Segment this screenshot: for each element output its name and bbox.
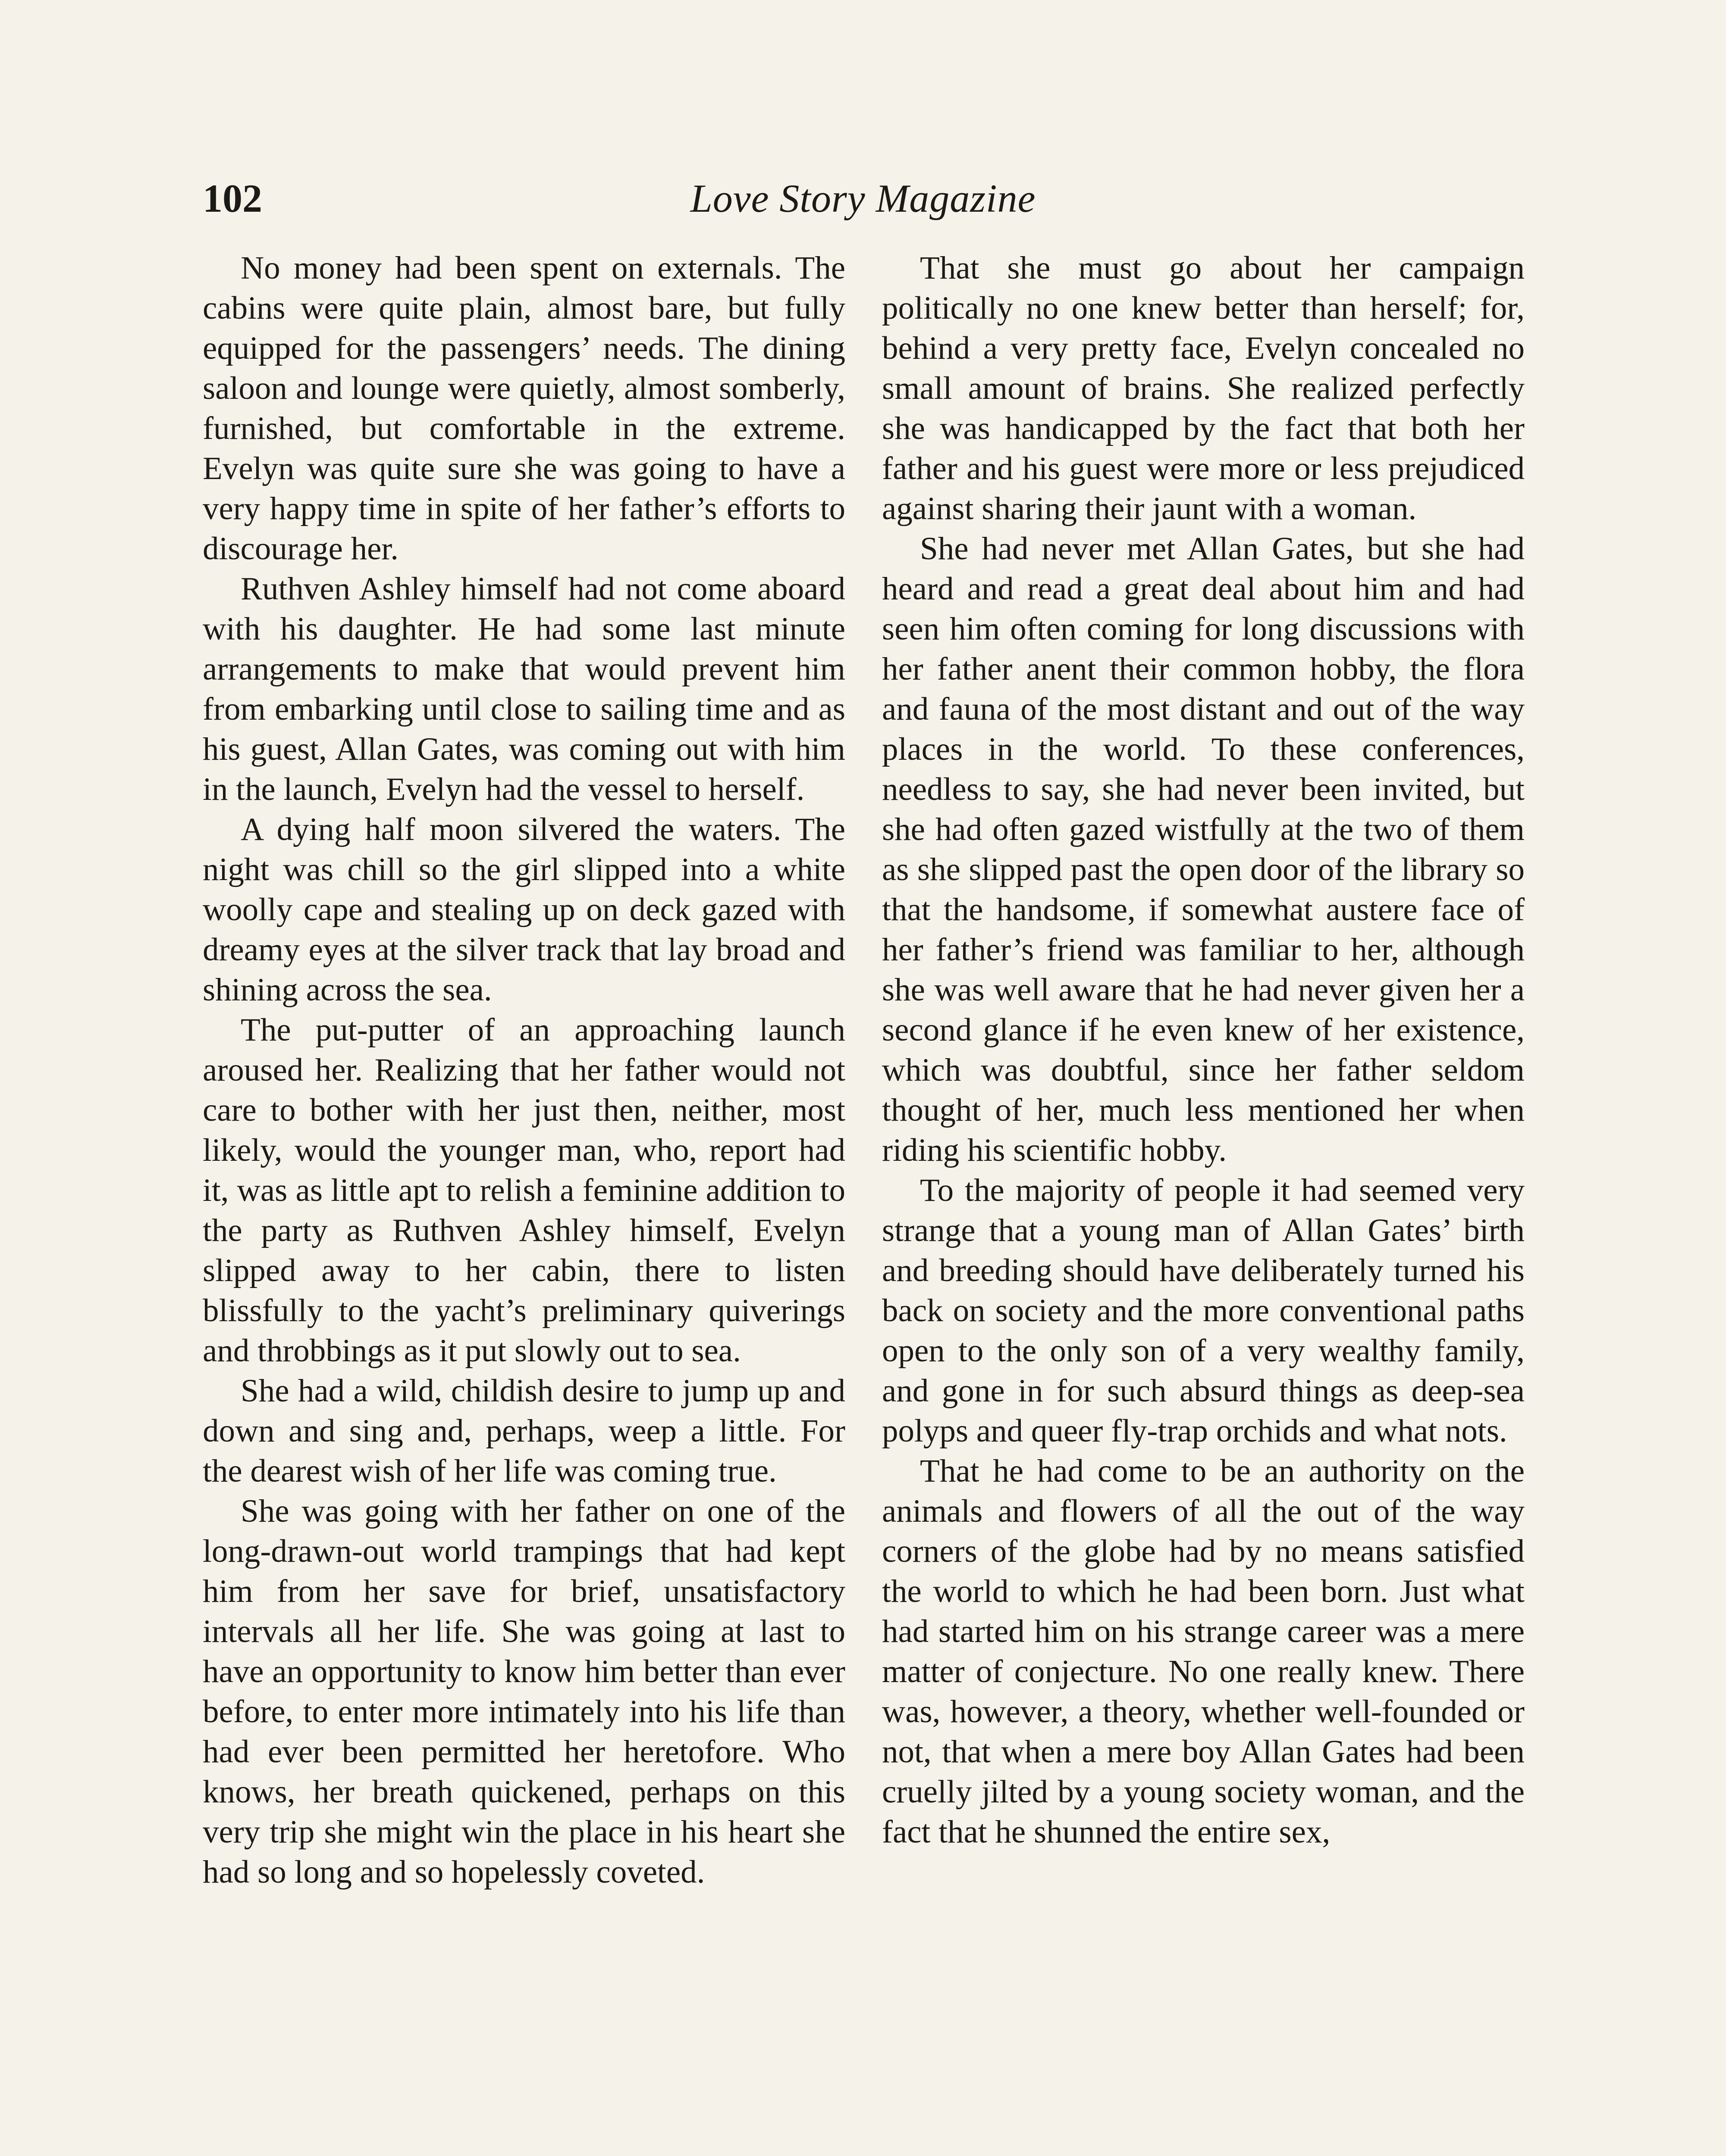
magazine-title: Love Story Magazine [690, 176, 1036, 220]
paragraph: She had a wild, childish desire to jump up and down and sing and, perhaps, weep a little. For the dearest wish of her life was coming true. [203, 1373, 845, 1489]
right-text-column [882, 248, 1525, 1852]
page-number: 102 [203, 176, 262, 220]
paragraph: A dying half moon silvered the waters. The night was chill so the girl slipped into a white woolly cape and stealing up on deck gazed with dreamy eyes at the silver track that lay broad and shining across the sea. [203, 812, 845, 1008]
page-header [0, 170, 1726, 226]
paragraph: That he had come to be an authority on the animals and flowers of all the out of the way corners of the globe had by no means satisfied the world to which he had been born. Just what had started him on his strange career was a mere matter of conjecture. No one really knew. There was, however, a theory, whether well-founded or not, that when a mere boy Allan Gates had been cruelly jilted by a young society woman, and the fact that he shunned the entire sex, [882, 1453, 1525, 1850]
paragraph: The put-putter of an approaching launch aroused her. Realizing that her father would not care to bother with her just then, neither, most likely, would the younger man, who, report had it, was as little apt to relish a feminine addition to the party as Ruthven Ashley himself, Evelyn slipped away to her cabin, there to listen blissfully to the yacht’s preliminary quiverings and throbbings as it put slowly out to sea. [203, 1012, 845, 1369]
paragraph: She had never met Allan Gates, but she had heard and read a great deal about him and had seen him often coming for long discussions with her father anent their common hobby, the flora and fauna of the most distant and out of the way places in the world. To these conferences, needless to say, she had never been invited, but she had often gazed wistfully at the two of them as she slipped past the open door of the library so that the handsome, if somewhat austere face of her father’s friend was familiar to her, although she was well aware that he had never given her a second glance if he even knew of her existence, which was doubtful, since her father seldom thought of her, much less mentioned her when riding his scientific hobby. [882, 531, 1525, 1168]
paragraph: No money had been spent on externals. The cabins were quite plain, almost bare, but fully equipped for the passengers’ needs. The dining saloon and lounge were quietly, almost somberly, furnished, but comfortable in the extreme. Evelyn was quite sure she was going to have a very happy time in spite of her father’s efforts to discourage her. [203, 250, 845, 567]
left-text-column [203, 248, 845, 1892]
paragraph: That she must go about her campaign politically no one knew better than herself; for, behind a very pretty face, Evelyn concealed no small amount of brains. She realized perfectly she was handicapped by the fact that both her father and his guest were more or less prejudiced against sharing their jaunt with a woman. [882, 250, 1525, 526]
paragraph: She was going with her father on one of the long-drawn-out world trampings that had kept him from her save for brief, unsatisfactory intervals all her life. She was going at last to have an opportunity to know him better than ever before, to enter more intimately into his life than had ever been permitted her heretofore. Who knows, her breath quickened, perhaps on this very trip she might win the place in his heart she had so long and so hopelessly coveted. [203, 1493, 845, 1890]
paragraph: To the majority of people it had seemed very strange that a young man of Allan Gates’ birth and breeding should have deliberately turned his back on society and the more conventional paths open to the only son of a very wealthy family, and gone in for such absurd things as deep-sea polyps and queer fly-trap orchids and what nots. [882, 1172, 1525, 1449]
paragraph: Ruthven Ashley himself had not come aboard with his daughter. He had some last minute arrangements to make that would prevent him from embarking until close to sailing time and as his guest, Allan Gates, was coming out with him in the launch, Evelyn had the vessel to herself. [203, 571, 845, 807]
